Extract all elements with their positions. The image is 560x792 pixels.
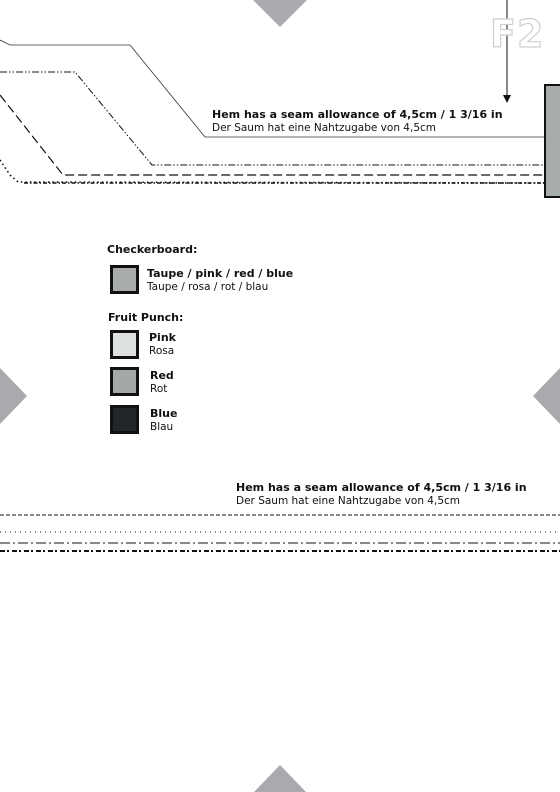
red-en: Red <box>150 369 174 382</box>
page-label: F2 <box>490 12 545 56</box>
swatch-checkerboard <box>110 265 139 294</box>
bottom-note-de: Der Saum hat eine Nahtzugabe von 4,5cm <box>236 495 461 507</box>
blue-de: Blau <box>150 421 174 433</box>
blue-en: Blue <box>150 407 178 420</box>
alignment-marker-bottom <box>254 765 306 792</box>
red-de: Rot <box>150 383 168 395</box>
alignment-marker-right <box>533 368 560 424</box>
checkerboard-item <box>147 267 293 294</box>
checkerboard-item-en: Taupe / pink / red / blue <box>147 267 294 280</box>
fruit-punch-item-blue <box>150 407 177 434</box>
top-note-de: Der Saum hat eine Nahtzugabe von 4,5cm <box>212 122 437 134</box>
swatch-pink <box>110 330 139 359</box>
fruit-punch-item-red <box>150 369 174 396</box>
fruit-punch-title: Fruit Punch: <box>108 311 184 324</box>
cut-line-dotted-small <box>0 160 545 183</box>
right-edge-tab <box>545 85 560 197</box>
pink-en: Pink <box>149 331 176 344</box>
swatch-blue <box>110 405 139 434</box>
checkerboard-item-de: Taupe / rosa / rot / blau <box>147 281 269 293</box>
fruit-punch-item-pink <box>149 331 176 358</box>
alignment-marker-left <box>0 368 27 424</box>
cut-line-dashed <box>0 95 545 175</box>
top-note <box>212 108 503 135</box>
bottom-note <box>236 481 527 508</box>
checkerboard-title: Checkerboard: <box>107 243 198 256</box>
swatch-red <box>110 367 139 396</box>
alignment-marker-top <box>253 0 307 27</box>
pink-de: Rosa <box>149 345 175 357</box>
top-note-en: Hem has a seam allowance of 4,5cm / 1 3/16 in <box>212 108 503 121</box>
bottom-note-en: Hem has a seam allowance of 4,5cm / 1 3/16 in <box>236 481 527 494</box>
